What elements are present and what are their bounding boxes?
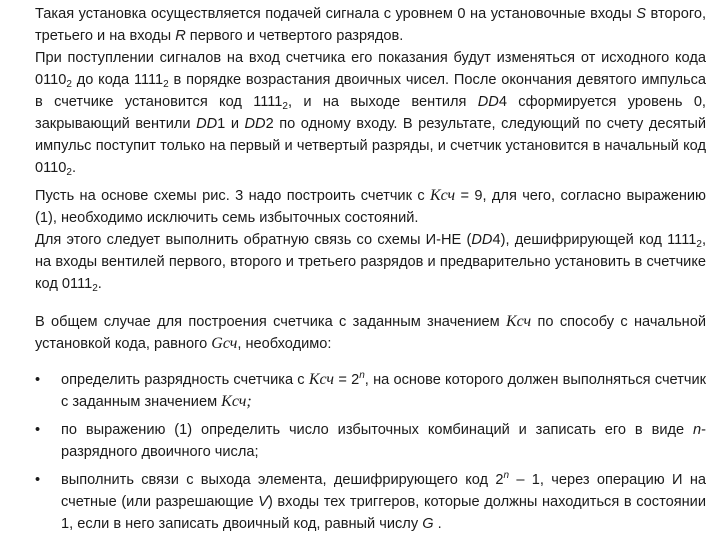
text-run: выполнить связи с выхода элемента, дешифрирующего код 2 [61,472,504,488]
variable-r: R [175,28,186,44]
paragraph-block-2 [35,185,706,295]
variable-g: G [422,516,434,532]
subscript: 2 [282,101,288,112]
text-run: ) входы тех триггеров, которые должны находиться в состоянии 1, если в него записать двоичный код, равный числу [61,494,706,532]
math-ksch: Kсч [429,187,456,204]
text-run: по одному входу. В результате, следующий по счету десятый импульс поступит только на первый и четвертый разряды, и счетчик установится в начальный код 0110 [35,116,707,176]
text-run: ), дешифрирующей код 1111 [500,232,697,248]
bullet-icon: • [35,372,41,388]
text-run: по выражению (1) определить число избыточных комбинаций и записать его в виде [61,422,693,438]
math-ksch: Kсч [505,313,532,330]
text-run: и [225,116,245,132]
gate-label: DD [196,116,218,132]
list-item [35,369,706,413]
text-run: Такая установка осуществляется подачей сигнала с уровнем 0 на установочные входы [35,6,637,22]
bullet-icon: • [35,422,41,438]
subscript: 2 [66,79,72,90]
document-page [35,3,706,541]
paragraph-3 [35,185,706,229]
gate-number: 1 [217,116,226,132]
gate-label: DD [477,94,499,110]
text-run: В общем случае для построения счетчика с заданным значением [35,314,506,330]
gate-number: 2 [265,116,274,132]
variable-n: n [693,422,702,438]
math-ksch: Kсч; [221,393,252,410]
text-run: = 2 [334,372,360,388]
superscript: n [503,470,510,481]
requirements-list [35,369,706,535]
superscript: n [359,370,365,381]
subscript: 2 [92,283,98,294]
paragraph-4 [35,229,706,295]
math-ksch: Kсч [308,371,335,388]
text-run: Для этого следует выполнить обратную связь со схемы И-НЕ ( [35,232,472,248]
subscript: 2 [696,239,702,250]
paragraph-1 [35,3,706,179]
text-run: второго, третьего и на входы [35,6,706,44]
gate-number: 4 [498,94,507,110]
text-run: , на входы вентилей первого, второго и третьего разрядов и предварительно установить в счетчике код 0111 [35,232,706,292]
text-run: определить разрядность счетчика с [61,372,309,388]
variable-s: S [636,6,647,22]
text-run: по способу с начальной установкой кода, равного [35,314,706,352]
text-run: сформируется уровень 0, закрывающий вентили [35,94,706,132]
text-run: . [71,160,77,176]
text-run: = 9, для чего, согласно выражению (1), необходимо исключить семь избыточных состояний. [35,188,706,226]
paragraph-block-3 [35,311,706,535]
bullet-icon: • [35,472,41,488]
text-run: . [97,276,102,292]
gate-number: 4 [492,232,501,248]
variable-v: V [258,494,268,510]
gate-label: DD [244,116,266,132]
text-run: – 1, через операцию И на счетные (или разрешающие [61,472,706,510]
text-run: первого и четвертого разрядов. [185,28,404,44]
subscript: 2 [163,79,169,90]
list-item [35,419,706,463]
text-run: -разрядного двоичного числа; [61,422,706,460]
text-run: При поступлении сигналов на вход счетчика его показания будут изменяться от исходного кода 0110 [35,50,706,88]
list-item [35,469,706,535]
text-run: до кода 1111 [71,72,164,88]
text-run: . [433,516,442,532]
text-run: , на основе которого должен выполняться счетчик с заданным значением [61,372,707,410]
text-run: в порядке возрастания двоичных чисел. После окончания девятого импульса в счетчике установится код 1111 [35,72,706,110]
gate-label: DD [471,232,493,248]
text-run: , и на выходе вентиля [287,94,478,110]
text-run: Пусть на основе схемы рис. 3 надо построить счетчик с [35,188,430,204]
paragraph-2 [35,47,706,179]
subscript: 2 [66,167,72,178]
text-run: , необходимо: [237,336,332,352]
math-gsch: Gсч [211,335,238,352]
paragraph-5 [35,311,706,355]
